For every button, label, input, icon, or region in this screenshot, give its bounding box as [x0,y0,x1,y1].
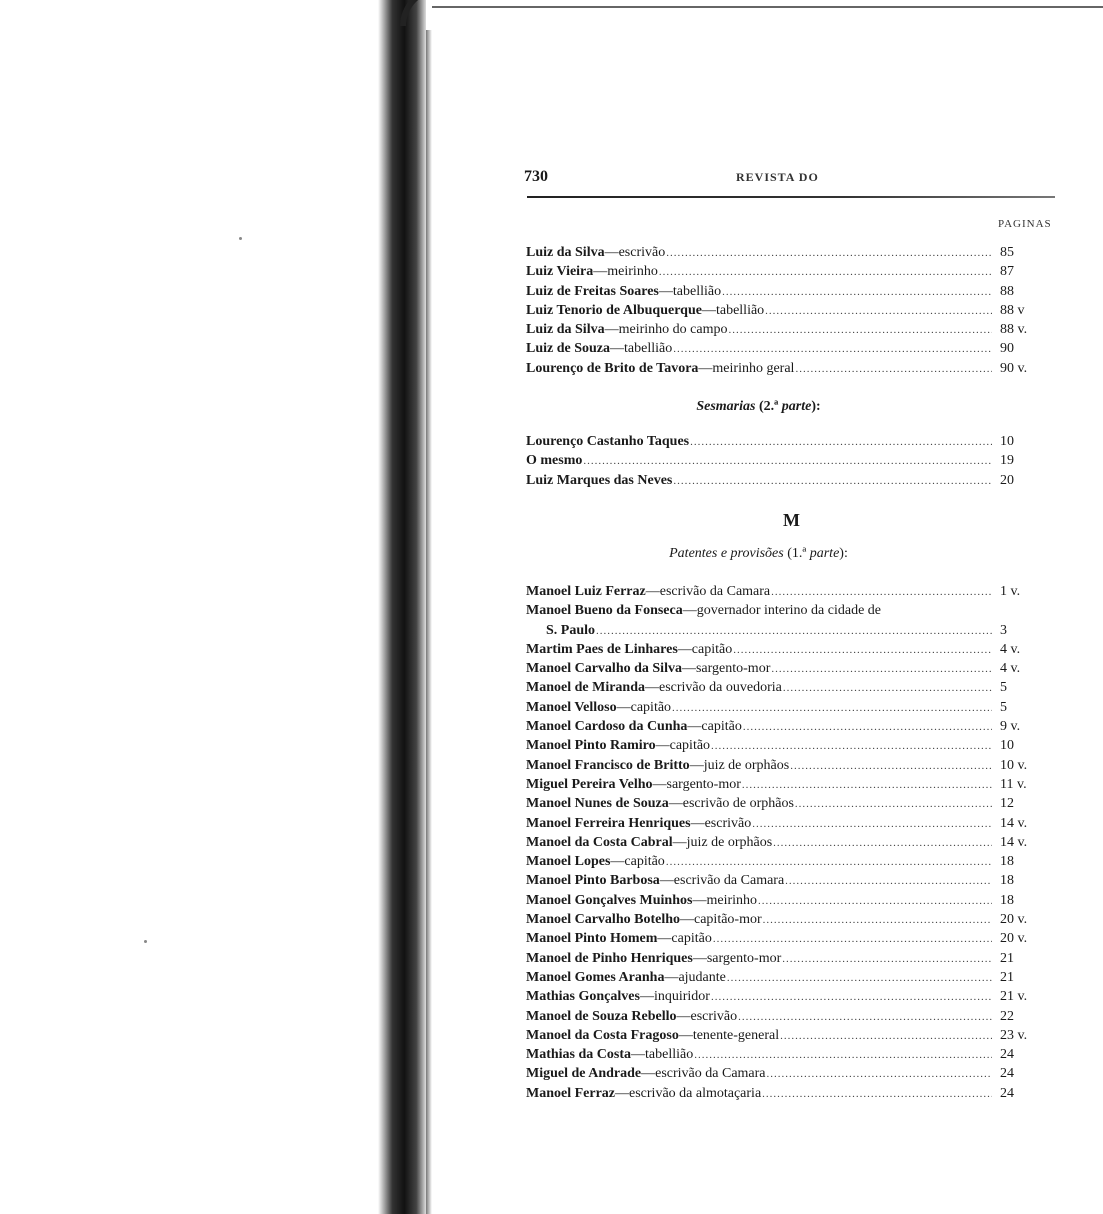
person-name: Mathias da Costa [526,1047,632,1063]
office-role: juiz de orphãos [686,834,773,850]
person-name: Manoel Cardoso da Cunha [526,719,688,735]
office-role: capitão-mor [694,912,762,928]
entry-name [526,756,789,775]
running-title: REVISTA DO [736,170,819,184]
page-reference: 21 v. [1000,989,1028,1005]
dot-leader [728,321,992,340]
dash-separator: — [639,989,654,1005]
page-reference: 20 [1000,472,1014,488]
person-name: Lourenço de Brito de Tavora [526,360,699,376]
letter-heading: M [783,510,800,530]
person-name: Mathias Gonçalves [526,989,640,1005]
page-reference: 5 [1000,680,1007,696]
page-gutter [426,30,432,1214]
heading-italic: parte [781,399,812,414]
entry-name [526,1045,693,1064]
index-entry [526,717,1066,736]
index-entry [526,451,1066,470]
entry-name [526,621,595,640]
index-entry [526,929,1066,948]
book-binding-shadow [378,0,426,1214]
person-name: Miguel Pereira Velho [526,776,653,792]
dash-separator: — [664,969,679,985]
dash-separator: — [692,950,707,966]
index-entry [526,949,1066,968]
entry-name [526,640,732,659]
dash-separator: — [610,341,625,357]
index-entry [526,968,1066,987]
entry-name [526,471,672,490]
office-role: capitão [624,854,665,870]
office-role: escrivão da Camara [655,1066,766,1082]
index-list-section-1 [526,243,1066,378]
index-entry [526,891,1066,910]
office-role: sargento-mor [706,950,782,966]
page-reference: 4 v. [1000,641,1021,657]
dash-separator: — [593,264,608,280]
dash-separator: — [659,873,674,889]
office-role: capitão [691,641,733,657]
entry-name [526,243,665,262]
index-entry [526,833,1066,852]
office-role: escrivão de orphãos [682,796,794,812]
page-reference: 23 v. [1000,1027,1028,1043]
dot-leader [758,892,992,911]
entry-name [526,432,689,451]
dash-separator: — [615,1085,630,1101]
page-reference: 5 [1000,699,1007,715]
entry-name [526,659,770,678]
index-entry [526,282,1066,301]
index-entry [526,1026,1066,1045]
page-reference: 12 [1000,796,1014,812]
office-role: escrivão da Camara [659,584,771,599]
office-role: escrivão da Camara [673,873,785,889]
index-entry [526,910,1066,929]
office-role: meirinho [706,892,758,908]
dot-leader [722,283,992,302]
person-name: Manoel Nunes de Souza [526,796,669,812]
dash-separator: — [682,603,697,619]
entry-name [526,262,658,281]
office-role: ajudante [678,969,726,985]
index-entry [526,582,1066,601]
dash-separator: — [687,719,702,735]
index-entry [526,1045,1066,1064]
index-entry [526,698,1066,717]
index-entry [526,243,1066,262]
person-name: Manoel de Miranda [526,680,645,696]
heading-text: ): [811,399,821,414]
page-reference: 18 [1000,892,1014,908]
page-reference: 21 [1000,950,1014,966]
entry-name [526,1007,737,1026]
dot-leader [780,1027,992,1046]
page-reference: 3 [1000,622,1007,638]
person-name: Luiz Tenorio de Albuquerque [526,302,702,318]
page-reference: 88 [1000,283,1014,299]
person-name: Luiz de Souza [526,341,611,357]
dot-leader [673,340,992,359]
page-reference: 22 [1000,1008,1014,1024]
page-number: 730 [524,168,548,185]
person-name: Manoel Gomes Aranha [526,969,665,985]
person-name: O mesmo [526,453,583,469]
entry-name [526,359,794,378]
page-reference: 10 [1000,434,1014,449]
office-role: meirinho [607,264,658,280]
dot-leader [733,641,992,660]
index-entry [526,1007,1066,1026]
section-heading-patentes [526,546,991,562]
person-name: Manoel da Costa Cabral [526,834,673,850]
person-name: Manoel Ferreira Henriques [526,815,691,831]
index-entry [526,471,1066,490]
page-reference: 24 [1000,1066,1014,1082]
page-reference: 18 [1000,873,1014,889]
dot-leader [694,1046,992,1065]
heading-italic: Sesmarias [696,399,756,414]
entry-name [526,1026,779,1045]
header-rule [527,196,1055,198]
page-reference: 4 v. [1000,661,1021,677]
person-name: Manoel Luiz Ferraz [526,584,646,599]
index-entry [526,301,1066,320]
person-name: S. Paulo [546,622,596,638]
entry-name [526,987,710,1006]
dash-separator: — [657,931,672,947]
office-role: sargento-mor [695,661,771,677]
office-role: governador interino da cidade de [696,603,881,619]
entry-name [526,949,781,968]
page-reference: 85 [1000,245,1014,260]
entry-name [526,891,757,910]
person-name: Luiz Marques das Neves [526,472,673,488]
person-name: Manoel da Costa Fragoso [526,1027,679,1043]
office-role: escrivão [690,1008,738,1024]
dot-leader [743,718,992,737]
index-entry [526,775,1066,794]
office-role: sargento-mor [666,776,741,792]
dot-leader [690,433,992,452]
dash-separator: — [689,757,704,773]
dash-separator: — [701,302,716,318]
dot-leader [771,660,992,679]
heading-text: (1.ª [783,546,810,561]
index-entry [526,871,1066,890]
entry-name [526,282,721,301]
page-reference: 14 v. [1000,815,1028,831]
heading-text: (2.ª [755,399,782,414]
office-role: escrivão da almotaçaria [629,1085,762,1101]
person-name: Manoel Velloso [526,699,617,715]
page-reference: 1 v. [1000,584,1021,599]
dash-separator: — [698,360,713,376]
dash-separator: — [678,1027,693,1043]
office-role: meirinho geral [712,360,795,376]
dot-leader [795,360,992,379]
office-role: tabellião [715,302,765,318]
dot-leader [765,302,992,321]
dot-leader [790,757,992,776]
office-role: juiz de orphãos [703,757,790,773]
dash-separator: — [616,699,631,715]
entry-name [526,601,881,620]
dash-separator: — [672,834,687,850]
dot-leader [713,930,992,949]
dot-leader [763,911,992,930]
page-reference: 90 v. [1000,360,1028,376]
entry-name [526,775,741,794]
dot-leader [773,834,992,853]
office-role: escrivão da ouvedoria [659,680,782,696]
scan-speck [144,940,147,943]
index-entry [526,262,1066,281]
dot-leader [673,472,992,491]
dash-separator: — [690,815,705,831]
entry-name [526,1084,761,1103]
scan-speck [239,237,242,240]
person-name: Manoel Francisco de Britto [526,757,690,773]
office-role: tabellião [672,283,722,299]
page-reference: 21 [1000,969,1014,985]
dot-leader [672,699,992,718]
dot-leader [711,737,992,756]
dash-separator: — [676,1008,691,1024]
index-list-section-3 [526,582,1066,1103]
dot-leader [596,622,992,641]
office-role: escrivão [618,245,666,260]
index-entry [526,852,1066,871]
entry-name [526,339,672,358]
dot-leader [762,1085,992,1104]
office-role: tenente-general [692,1027,780,1043]
dot-leader [752,815,992,834]
page-reference: 11 v. [1000,776,1027,792]
entry-name [526,968,726,987]
person-name: Miguel de Andrade [526,1066,642,1082]
entry-name [526,833,772,852]
office-role: inquiridor [653,989,710,1005]
office-role: tabellião [645,1047,694,1063]
index-entry [526,814,1066,833]
page-reference: 19 [1000,453,1014,469]
entry-name [526,301,764,320]
person-name: Luiz Vieira [526,264,594,280]
dot-leader [583,452,992,471]
person-name: Manoel Lopes [526,854,611,870]
entry-name [526,582,770,601]
page-reference: 88 v [1000,302,1025,318]
page-reference: 20 v. [1000,931,1028,947]
index-entry [526,320,1066,339]
person-name: Manoel Pinto Homem [526,931,658,947]
dash-separator: — [652,776,667,792]
person-name: Manoel Carvalho Botelho [526,912,680,928]
dash-separator: — [604,322,619,338]
page-reference: 18 [1000,854,1014,870]
dash-separator: — [645,584,660,599]
person-name: Manoel de Pinho Henriques [526,950,693,966]
person-name: Lourenço Castanho Taques [526,434,690,449]
index-entry [526,736,1066,755]
person-name: Manoel Carvalho da Silva [526,661,682,677]
dot-leader [659,263,992,282]
heading-italic: parte [809,546,840,561]
entry-name [526,814,751,833]
page-reference: 9 v. [1000,719,1021,735]
page-reference: 24 [1000,1085,1014,1101]
page-top-edge-inner [432,6,1103,22]
dot-leader [783,679,992,698]
person-name: Manoel Bueno da Fonseca [526,603,683,619]
dot-leader [727,969,992,988]
dash-separator: — [677,641,692,657]
index-entry [526,621,1066,640]
person-name: Luiz da Silva [526,322,605,338]
index-list-section-2 [526,432,1066,490]
person-name: Luiz de Freitas Soares [526,283,659,299]
index-entry [526,678,1066,697]
page-reference: 10 v. [1000,757,1028,773]
office-role: capitão [671,931,712,947]
dot-leader [738,1008,992,1027]
index-entry [526,1084,1066,1103]
person-name: Manoel Gonçalves Muinhos [526,892,693,908]
entry-name [526,794,794,813]
person-name: Martim Paes de Linhares [526,641,678,657]
index-entry [526,1064,1066,1083]
dot-leader [711,988,992,1007]
heading-text: ): [839,546,848,561]
person-name: Luiz da Silva [526,245,605,260]
person-name: Manoel de Souza Rebello [526,1008,677,1024]
index-entry [526,756,1066,775]
dot-leader [782,950,992,969]
dash-separator: — [610,854,625,870]
entry-name [526,698,671,717]
dash-separator: — [668,796,683,812]
dot-leader [795,795,992,814]
page-reference: 20 v. [1000,912,1028,928]
office-role: escrivão [704,815,752,831]
dash-separator: — [658,283,673,299]
dot-leader [785,872,992,891]
page-reference: 87 [1000,264,1014,280]
section-heading-sesmarias [526,399,991,415]
page-reference: 10 [1000,738,1014,754]
page-reference: 88 v. [1000,322,1028,338]
entry-name [526,320,727,339]
dash-separator: — [681,661,696,677]
entry-name [526,852,665,871]
dash-separator: — [645,680,659,696]
dot-leader [767,1065,992,1084]
page-reference: 90 [1000,341,1014,357]
index-entry [526,640,1066,659]
column-label: PAGINAS [998,218,1052,230]
index-entry [526,601,1066,620]
dash-separator: — [655,738,670,754]
person-name: Manoel Ferraz [526,1085,616,1101]
dash-separator: — [604,245,619,260]
office-role: capitão [630,699,672,715]
entry-name [526,871,784,890]
index-entry [526,794,1066,813]
heading-italic: Patentes e provisões [669,546,784,561]
dot-leader [666,244,992,263]
office-role: capitão [701,719,742,735]
entry-name [526,678,782,697]
index-entry [526,432,1066,451]
entry-name [526,910,762,929]
dot-leader [742,776,992,795]
dash-separator: — [641,1066,656,1082]
index-entry [526,987,1066,1006]
office-role: capitão [669,738,711,754]
entry-name [526,717,742,736]
dash-separator: — [680,912,694,928]
page-reference: 24 [1000,1047,1014,1063]
person-name: Manoel Pinto Ramiro [526,738,656,754]
index-entry [526,339,1066,358]
dot-leader [771,583,992,602]
entry-name [526,1064,766,1083]
office-role: meirinho do campo [618,322,728,338]
entry-name [526,929,712,948]
index-entry [526,359,1066,378]
dash-separator: — [692,892,707,908]
entry-name [526,736,710,755]
dash-separator: — [631,1047,646,1063]
entry-name [526,451,582,470]
person-name: Manoel Pinto Barbosa [526,873,660,889]
index-entry [526,659,1066,678]
dot-leader [666,853,992,872]
office-role: tabellião [624,341,673,357]
page-reference: 14 v. [1000,834,1028,850]
